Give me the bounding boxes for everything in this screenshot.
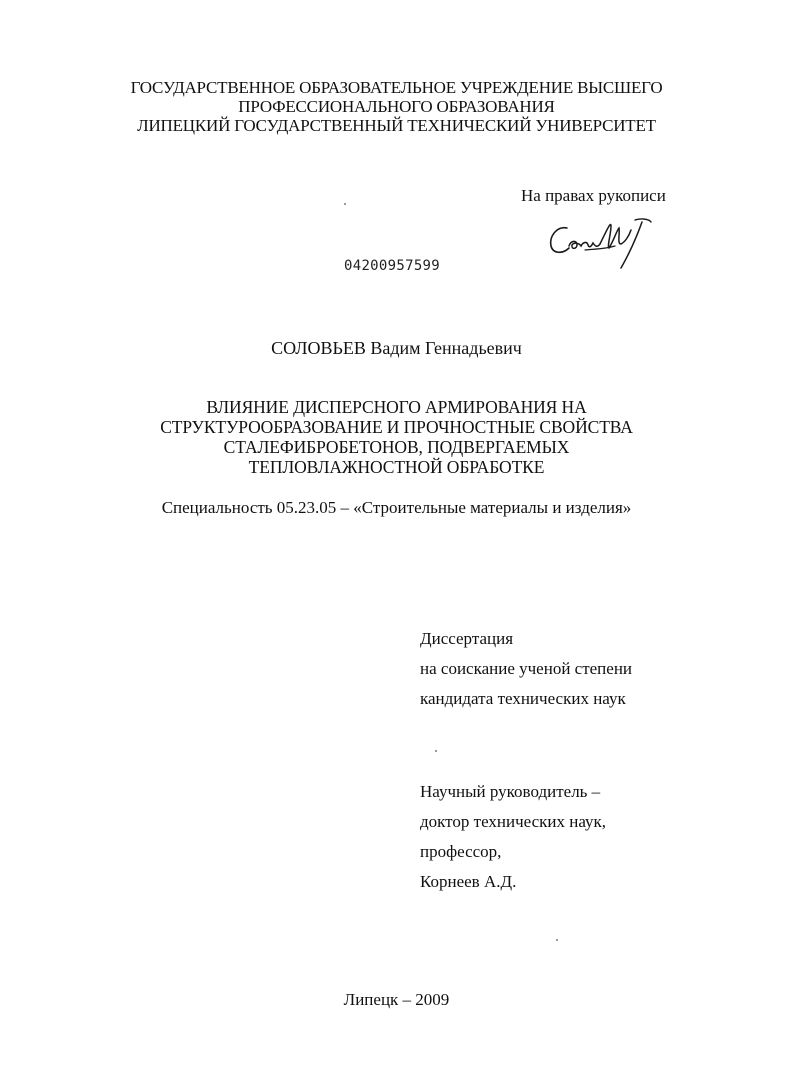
author-name: СОЛОВЬЕВ Вадим Геннадьевич	[271, 338, 522, 358]
supervisor-line: профессор,	[420, 842, 502, 861]
supervisor-line: Корнеев А.Д.	[420, 872, 517, 891]
title-line: СТАЛЕФИБРОБЕТОНОВ, ПОДВЕРГАЕМЫХ	[223, 437, 570, 457]
degree-line: на соискание ученой степени	[420, 659, 633, 678]
supervisor-line: доктор технических наук,	[420, 812, 607, 831]
dissertation-title	[0, 397, 793, 477]
signature-icon	[545, 212, 655, 270]
record-number: 04200957599	[344, 258, 441, 274]
supervisor-block	[420, 777, 606, 897]
degree-block	[420, 624, 632, 714]
title-line: ВЛИЯНИЕ ДИСПЕРСНОГО АРМИРОВАНИЯ НА	[206, 397, 587, 417]
city-year: Липецк – 2009	[343, 990, 450, 1009]
institution-line: ГОСУДАРСТВЕННОЕ ОБРАЗОВАТЕЛЬНОЕ УЧРЕЖДЕНИЕ ВЫСШЕГО	[130, 78, 663, 97]
scan-speck	[556, 939, 558, 941]
title-line: СТРУКТУРООБРАЗОВАНИЕ И ПРОЧНОСТНЫЕ СВОЙСТВА	[160, 417, 633, 437]
institution-header	[0, 78, 793, 135]
institution-line: ЛИПЕЦКИЙ ГОСУДАРСТВЕННЫЙ ТЕХНИЧЕСКИЙ УНИВЕРСИТЕТ	[137, 116, 656, 135]
degree-line: Диссертация	[420, 629, 514, 648]
title-line: ТЕПЛОВЛАЖНОСТНОЙ ОБРАБОТКЕ	[248, 457, 545, 477]
manuscript-rights-note: На правах рукописи	[521, 186, 666, 205]
scan-speck	[435, 750, 437, 752]
degree-line: кандидата технических наук	[420, 689, 626, 708]
specialty-line: Специальность 05.23.05 – «Строительные материалы и изделия»	[161, 498, 632, 517]
institution-line: ПРОФЕССИОНАЛЬНОГО ОБРАЗОВАНИЯ	[238, 97, 555, 116]
scan-speck	[344, 203, 346, 205]
supervisor-line: Научный руководитель –	[420, 782, 601, 801]
signature-drawing	[545, 212, 655, 270]
